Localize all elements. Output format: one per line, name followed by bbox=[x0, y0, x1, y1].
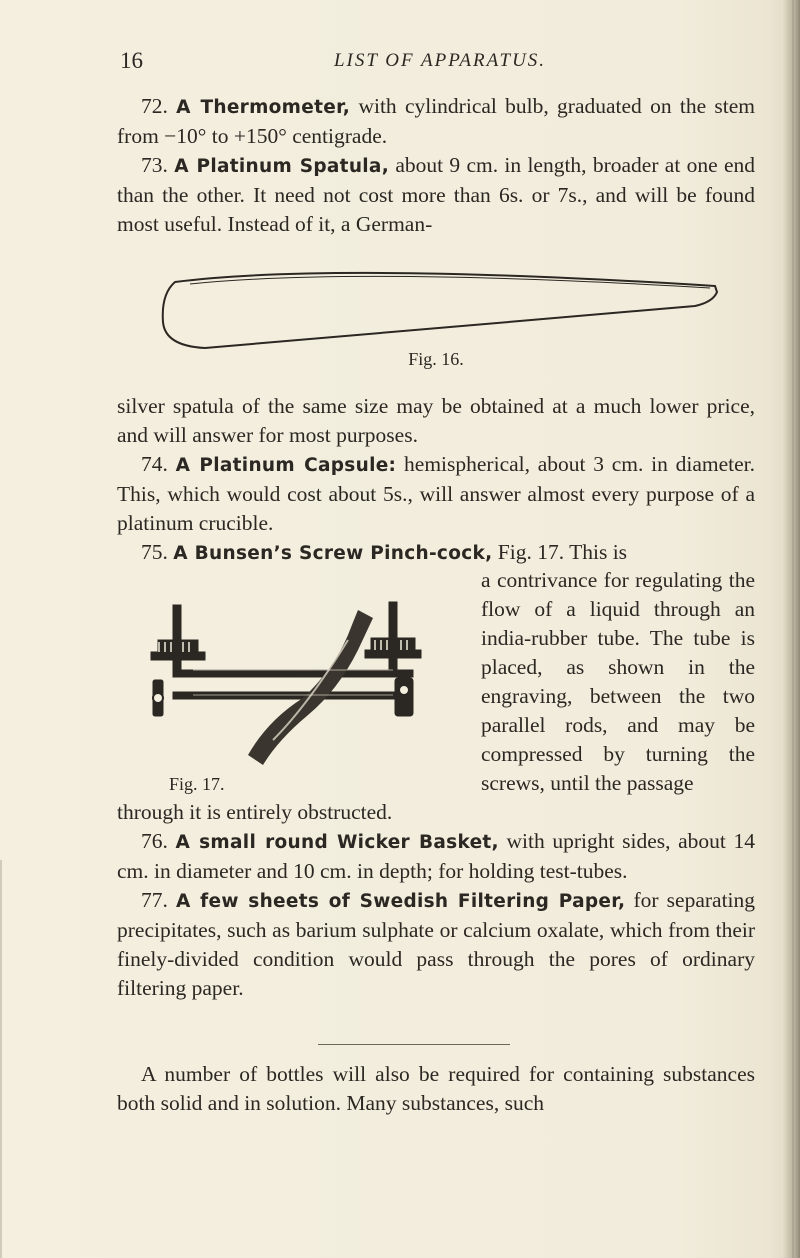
page-header bbox=[120, 48, 760, 78]
entry-77 bbox=[117, 886, 755, 1003]
entry-body: Fig. 17. This is bbox=[497, 540, 628, 564]
entry-74 bbox=[117, 450, 755, 538]
page-edge-line bbox=[792, 0, 794, 1258]
entry-number: 73. bbox=[141, 153, 168, 177]
entry-body: with upright sides, about 14 cm. in diameter and 10 cm. in depth; for holding test-tubes. bbox=[117, 829, 756, 883]
left-gutter-line bbox=[0, 860, 2, 1258]
entry-number: 74. bbox=[141, 452, 168, 476]
entry-title: A Thermometer, bbox=[176, 97, 351, 118]
text-block-top bbox=[117, 92, 755, 239]
closing-text: A number of bottles will also be required for containing substances both solid and in solution. Many substances, such bbox=[117, 1062, 755, 1115]
entry-75-continued: through it is entirely obstructed. bbox=[117, 800, 393, 824]
page-edge-shadow bbox=[782, 0, 800, 1258]
text-block-bottom bbox=[117, 798, 755, 1003]
pinch-cock-illustration bbox=[133, 580, 473, 800]
entry-number: 72. bbox=[141, 94, 168, 118]
section-divider bbox=[318, 1044, 510, 1045]
entry-title: A Bunsen’s Screw Pinch-cock, bbox=[173, 543, 493, 564]
running-title: LIST OF APPARATUS. bbox=[333, 50, 547, 71]
entry-title: A small round Wicker Basket, bbox=[175, 832, 499, 853]
fig17-caption: Fig. 17. bbox=[169, 774, 225, 794]
entry-body: about 9 cm. in length, broader at one end than the other. It need not cost more than 6s. or 7s., and will be found most useful. Instead of it, a German- bbox=[117, 153, 756, 236]
entry-76 bbox=[117, 827, 755, 886]
entry-75-column: a contrivance for regulating the flow of a liquid through an india-rubber tube. The tube is placed, as shown in the engraving, between the two parallel rods, and may be compressed by turning the screws, until the passage bbox=[481, 568, 755, 795]
entry-73 bbox=[117, 151, 755, 239]
entry-73-continued: silver spatula of the same size may be obtained at a much lower price, and will answer for most purposes. bbox=[117, 394, 755, 447]
entry-body: for separating precipitates, such as barium sulphate or calcium oxalate, which from their finely-divided condition would pass through the pores of ordinary filtering paper. bbox=[117, 888, 756, 1000]
entry-body: with cylindrical bulb, graduated on the stem from −10° to +150° centigrade. bbox=[117, 94, 756, 148]
entry-title: A few sheets of Swedish Filtering Paper, bbox=[176, 891, 626, 912]
page-number: 16 bbox=[120, 48, 143, 73]
entry-body: hemispherical, about 3 cm. in diameter. This, which would cost about 5s., will answer almost every purpose of a platinum crucible. bbox=[117, 452, 756, 535]
entry-number: 77. bbox=[141, 888, 168, 912]
entry-75 bbox=[117, 538, 755, 568]
entry-number: 76. bbox=[141, 829, 168, 853]
text-block-middle bbox=[117, 392, 755, 568]
entry-title: A Platinum Capsule: bbox=[175, 455, 397, 476]
closing-paragraph bbox=[117, 1060, 755, 1118]
entry-72 bbox=[117, 92, 755, 151]
entry-number: 75. bbox=[141, 540, 168, 564]
entry-title: A Platinum Spatula, bbox=[174, 156, 390, 177]
fig16-caption: Fig. 16. bbox=[408, 349, 464, 369]
